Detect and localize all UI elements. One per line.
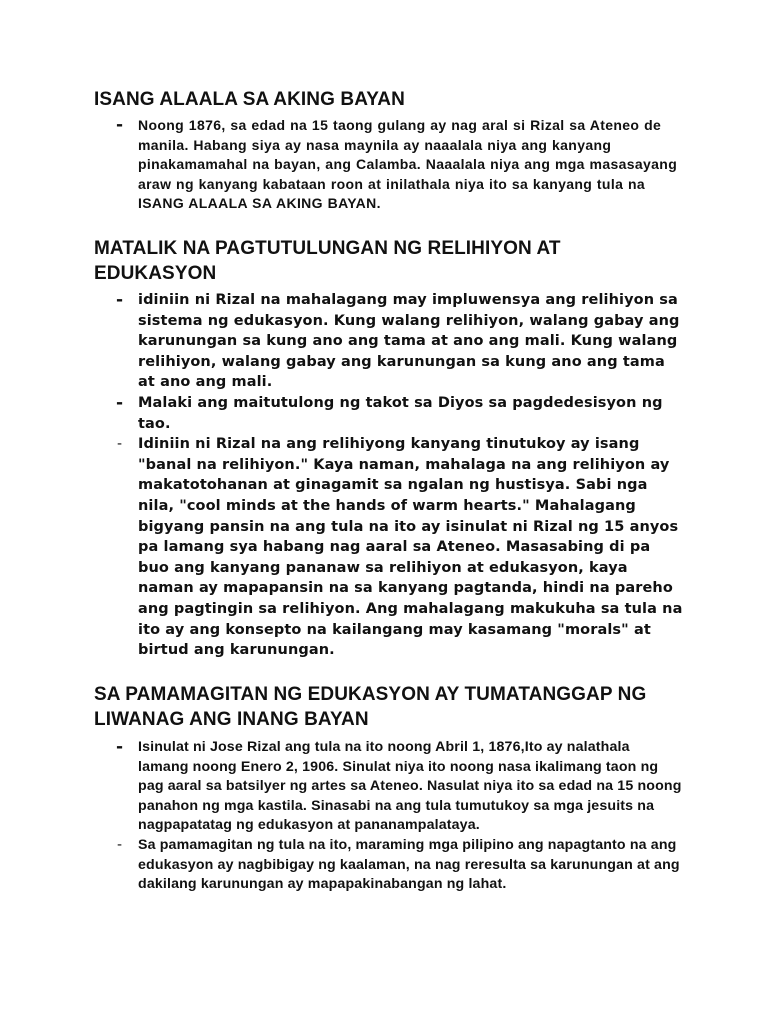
dash-bullet: - bbox=[116, 290, 124, 310]
list-item bbox=[94, 434, 684, 661]
list-item-text: Isinulat ni Jose Rizal ang tula na ito noong Abril 1, 1876,Ito ay nalathala lamang noong Enero 2, 1906. Sinulat niya ito noong nasa ikalimang taon ng pag aaral sa batsilyer ng artes sa Ateneo. Nasulat niya ito sa edad na 15 noong panahon ng mga kastila. Sinasabi na ang tula tumutukoy sa mga jesuits na nagpapatatag ng edukasyon at pananampalataya. bbox=[138, 739, 682, 834]
list-item bbox=[94, 836, 684, 895]
section-relihiyon-edukasyon bbox=[94, 236, 684, 661]
list-item bbox=[94, 738, 684, 836]
dash-bullet: - bbox=[116, 115, 124, 135]
bullet-list bbox=[94, 116, 684, 214]
section-heading: SA PAMAMAGITAN NG EDUKASYON AY TUMATANGGAP NG LIWANAG ANG INANG BAYAN bbox=[94, 684, 647, 730]
dash-bullet: - bbox=[117, 836, 123, 853]
list-item bbox=[94, 116, 684, 214]
list-item-text: idiniin ni Rizal na mahalagang may impluwensya ang relihiyon sa sistema ng edukasyon. Kung walang relihiyon, walang gabay ang karunungan sa kung ano ang tama at ano ang mali. Kung walang relihiyon, walang gabay ang karunungan sa kung ano ang tama at ano ang mali. bbox=[138, 292, 680, 391]
section-heading: MATALIK NA PAGTUTULUNGAN NG RELIHIYON AT EDUKASYON bbox=[94, 238, 561, 284]
list-item bbox=[94, 290, 684, 393]
bullet-list bbox=[94, 738, 684, 895]
section-liwanag-inang-bayan bbox=[94, 682, 684, 895]
list-item-text: Noong 1876, sa edad na 15 taong gulang ay nag aral si Rizal sa Ateneo de manila. Habang siya ay nasa maynila ay naaalala niya ang kanyang pinakamamahal na bayan, ang Calamba. Naaalala niya ang mga masasayang araw ng kanyang kabataan roon at inilathala niya ito sa kanyang tula na ISANG ALAALA SA AKING BAYAN. bbox=[138, 117, 678, 211]
dash-bullet: - bbox=[116, 737, 124, 757]
dash-bullet: - bbox=[117, 436, 123, 453]
list-item-text: Malaki ang maitutulong ng takot sa Diyos sa pagdedesisyon ng tao. bbox=[138, 394, 663, 432]
section-heading: ISANG ALAALA SA AKING BAYAN bbox=[94, 89, 405, 110]
list-item-text: Sa pamamagitan ng tula na ito, maraming mga pilipino ang napagtanto na ang edukasyon ay nagbibigay ng kaalaman, na nag reresulta sa karunungan at ang dakilang karunungan ay mapapakinabangan ng lahat. bbox=[138, 836, 680, 893]
list-item-text: Idiniin ni Rizal na ang relihiyong kanyang tinutukoy ay isang "banal na relihiyon." Kaya naman, mahalaga na ang relihiyon ay makatotohanan at ginagamit sa ngalan ng hustisya. Sabi nga nila, "cool minds at the hands of warm hearts." Mahalagang bigyang pansin na ang tula na ito ay isinulat ni Rizal ng 15 anyos pa lamang sya habang nag aaral sa Ateneo. Masasabing di pa buo ang kanyang pananaw sa relihiyon at edukasyon, kaya naman ay mapapansin na sa kanyang pagtanda, hindi na pareho ang pagtingin sa relihiyon. Ang mahalagang makukuha sa tula na ito ay ang konsepto na kailangang may kasamang "morals" at birtud ang karunungan. bbox=[138, 436, 683, 659]
list-item bbox=[94, 393, 684, 434]
bullet-list bbox=[94, 290, 684, 661]
dash-bullet: - bbox=[116, 392, 124, 413]
section-isang-alaala bbox=[94, 87, 684, 214]
